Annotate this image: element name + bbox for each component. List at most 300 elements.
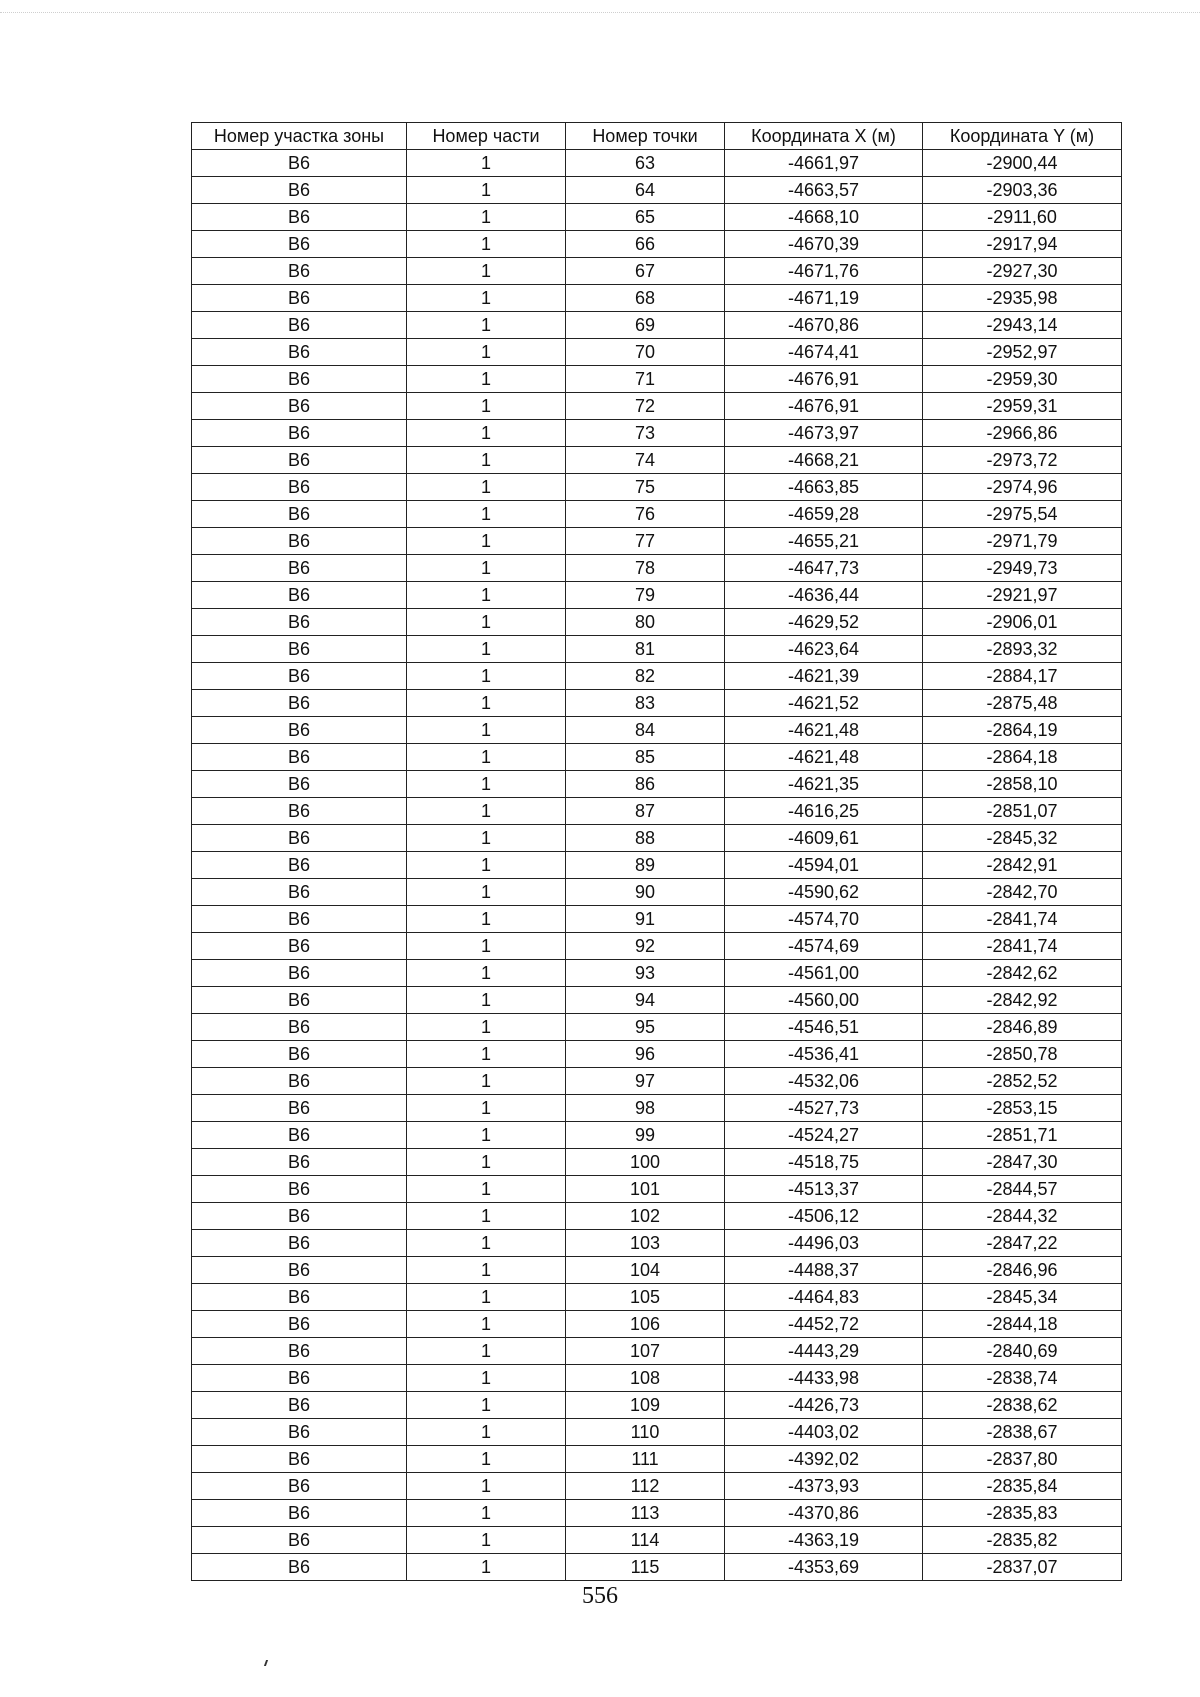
cell-zone-section: В6 bbox=[192, 555, 407, 582]
table-row bbox=[192, 1500, 1122, 1527]
table-row bbox=[192, 312, 1122, 339]
cell-coordinate-x: -4655,21 bbox=[725, 528, 923, 555]
cell-part-number: 1 bbox=[407, 1473, 566, 1500]
cell-part-number: 1 bbox=[407, 1284, 566, 1311]
cell-part-number: 1 bbox=[407, 285, 566, 312]
cell-zone-section: В6 bbox=[192, 1068, 407, 1095]
cell-zone-section: В6 bbox=[192, 663, 407, 690]
cell-coordinate-x: -4363,19 bbox=[725, 1527, 923, 1554]
cell-coordinate-x: -4561,00 bbox=[725, 960, 923, 987]
cell-coordinate-x: -4676,91 bbox=[725, 393, 923, 420]
table-row bbox=[192, 582, 1122, 609]
cell-point-number: 66 bbox=[566, 231, 725, 258]
header-coordinate-y: Координата Y (м) bbox=[923, 123, 1122, 150]
cell-coordinate-x: -4546,51 bbox=[725, 1014, 923, 1041]
cell-part-number: 1 bbox=[407, 1527, 566, 1554]
table-row bbox=[192, 150, 1122, 177]
cell-coordinate-x: -4621,35 bbox=[725, 771, 923, 798]
cell-coordinate-x: -4536,41 bbox=[725, 1041, 923, 1068]
cell-zone-section: В6 bbox=[192, 1365, 407, 1392]
cell-coordinate-y: -2921,97 bbox=[923, 582, 1122, 609]
cell-point-number: 80 bbox=[566, 609, 725, 636]
cell-point-number: 108 bbox=[566, 1365, 725, 1392]
cell-point-number: 77 bbox=[566, 528, 725, 555]
cell-part-number: 1 bbox=[407, 1419, 566, 1446]
cell-zone-section: В6 bbox=[192, 1284, 407, 1311]
cell-coordinate-y: -2959,31 bbox=[923, 393, 1122, 420]
cell-part-number: 1 bbox=[407, 366, 566, 393]
table-header-row bbox=[192, 123, 1122, 150]
cell-zone-section: В6 bbox=[192, 1473, 407, 1500]
cell-point-number: 76 bbox=[566, 501, 725, 528]
cell-coordinate-y: -2852,52 bbox=[923, 1068, 1122, 1095]
cell-coordinate-x: -4373,93 bbox=[725, 1473, 923, 1500]
cell-coordinate-x: -4623,64 bbox=[725, 636, 923, 663]
table-body bbox=[192, 150, 1122, 1581]
cell-coordinate-x: -4452,72 bbox=[725, 1311, 923, 1338]
table-row bbox=[192, 1014, 1122, 1041]
cell-coordinate-y: -2900,44 bbox=[923, 150, 1122, 177]
cell-part-number: 1 bbox=[407, 312, 566, 339]
table-row bbox=[192, 1122, 1122, 1149]
table-row bbox=[192, 1203, 1122, 1230]
cell-zone-section: В6 bbox=[192, 150, 407, 177]
cell-zone-section: В6 bbox=[192, 906, 407, 933]
cell-point-number: 112 bbox=[566, 1473, 725, 1500]
cell-zone-section: В6 bbox=[192, 1257, 407, 1284]
cell-point-number: 82 bbox=[566, 663, 725, 690]
cell-zone-section: В6 bbox=[192, 474, 407, 501]
cell-zone-section: В6 bbox=[192, 852, 407, 879]
cell-zone-section: В6 bbox=[192, 798, 407, 825]
cell-coordinate-y: -2911,60 bbox=[923, 204, 1122, 231]
cell-part-number: 1 bbox=[407, 528, 566, 555]
cell-part-number: 1 bbox=[407, 852, 566, 879]
table-row bbox=[192, 906, 1122, 933]
cell-part-number: 1 bbox=[407, 1365, 566, 1392]
coordinates-table bbox=[191, 122, 1122, 1581]
cell-zone-section: В6 bbox=[192, 609, 407, 636]
cell-coordinate-x: -4560,00 bbox=[725, 987, 923, 1014]
cell-coordinate-y: -2943,14 bbox=[923, 312, 1122, 339]
cell-coordinate-y: -2949,73 bbox=[923, 555, 1122, 582]
cell-coordinate-y: -2959,30 bbox=[923, 366, 1122, 393]
cell-coordinate-y: -2858,10 bbox=[923, 771, 1122, 798]
cell-coordinate-y: -2844,57 bbox=[923, 1176, 1122, 1203]
cell-coordinate-x: -4668,10 bbox=[725, 204, 923, 231]
table-row bbox=[192, 339, 1122, 366]
cell-zone-section: В6 bbox=[192, 690, 407, 717]
cell-coordinate-y: -2851,71 bbox=[923, 1122, 1122, 1149]
cell-point-number: 79 bbox=[566, 582, 725, 609]
cell-coordinate-x: -4433,98 bbox=[725, 1365, 923, 1392]
cell-part-number: 1 bbox=[407, 717, 566, 744]
cell-zone-section: В6 bbox=[192, 771, 407, 798]
cell-point-number: 64 bbox=[566, 177, 725, 204]
table-row bbox=[192, 1257, 1122, 1284]
table-row bbox=[192, 987, 1122, 1014]
cell-part-number: 1 bbox=[407, 474, 566, 501]
cell-zone-section: В6 bbox=[192, 1554, 407, 1581]
table-row bbox=[192, 366, 1122, 393]
table-row bbox=[192, 1419, 1122, 1446]
cell-part-number: 1 bbox=[407, 1041, 566, 1068]
table-row bbox=[192, 1176, 1122, 1203]
table-row bbox=[192, 1338, 1122, 1365]
cell-coordinate-y: -2841,74 bbox=[923, 906, 1122, 933]
cell-part-number: 1 bbox=[407, 636, 566, 663]
cell-coordinate-y: -2903,36 bbox=[923, 177, 1122, 204]
cell-coordinate-x: -4609,61 bbox=[725, 825, 923, 852]
cell-point-number: 89 bbox=[566, 852, 725, 879]
cell-part-number: 1 bbox=[407, 1068, 566, 1095]
table-row bbox=[192, 528, 1122, 555]
table-row bbox=[192, 1365, 1122, 1392]
cell-coordinate-y: -2864,19 bbox=[923, 717, 1122, 744]
table-row bbox=[192, 1446, 1122, 1473]
cell-part-number: 1 bbox=[407, 555, 566, 582]
cell-point-number: 69 bbox=[566, 312, 725, 339]
cell-part-number: 1 bbox=[407, 1095, 566, 1122]
cell-coordinate-x: -4506,12 bbox=[725, 1203, 923, 1230]
table-row bbox=[192, 933, 1122, 960]
cell-coordinate-x: -4670,86 bbox=[725, 312, 923, 339]
cell-part-number: 1 bbox=[407, 1203, 566, 1230]
header-point-number: Номер точки bbox=[566, 123, 725, 150]
cell-coordinate-y: -2835,84 bbox=[923, 1473, 1122, 1500]
cell-coordinate-x: -4532,06 bbox=[725, 1068, 923, 1095]
cell-coordinate-x: -4353,69 bbox=[725, 1554, 923, 1581]
cell-part-number: 1 bbox=[407, 663, 566, 690]
cell-point-number: 100 bbox=[566, 1149, 725, 1176]
cell-point-number: 70 bbox=[566, 339, 725, 366]
cell-zone-section: В6 bbox=[192, 366, 407, 393]
cell-coordinate-x: -4671,19 bbox=[725, 285, 923, 312]
cell-coordinate-x: -4621,48 bbox=[725, 717, 923, 744]
cell-coordinate-y: -2846,89 bbox=[923, 1014, 1122, 1041]
table-row bbox=[192, 852, 1122, 879]
cell-part-number: 1 bbox=[407, 1311, 566, 1338]
table-row bbox=[192, 1041, 1122, 1068]
cell-point-number: 63 bbox=[566, 150, 725, 177]
cell-coordinate-y: -2842,70 bbox=[923, 879, 1122, 906]
cell-point-number: 85 bbox=[566, 744, 725, 771]
cell-coordinate-y: -2893,32 bbox=[923, 636, 1122, 663]
cell-point-number: 94 bbox=[566, 987, 725, 1014]
cell-point-number: 86 bbox=[566, 771, 725, 798]
cell-coordinate-y: -2853,15 bbox=[923, 1095, 1122, 1122]
cell-zone-section: В6 bbox=[192, 1500, 407, 1527]
cell-zone-section: В6 bbox=[192, 501, 407, 528]
cell-point-number: 87 bbox=[566, 798, 725, 825]
cell-point-number: 106 bbox=[566, 1311, 725, 1338]
cell-coordinate-y: -2844,32 bbox=[923, 1203, 1122, 1230]
table-row bbox=[192, 501, 1122, 528]
cell-zone-section: В6 bbox=[192, 258, 407, 285]
cell-part-number: 1 bbox=[407, 987, 566, 1014]
cell-point-number: 101 bbox=[566, 1176, 725, 1203]
cell-part-number: 1 bbox=[407, 339, 566, 366]
header-part-number: Номер части bbox=[407, 123, 566, 150]
cell-zone-section: В6 bbox=[192, 420, 407, 447]
table-row bbox=[192, 231, 1122, 258]
cell-point-number: 75 bbox=[566, 474, 725, 501]
cell-point-number: 109 bbox=[566, 1392, 725, 1419]
table-row bbox=[192, 420, 1122, 447]
cell-point-number: 99 bbox=[566, 1122, 725, 1149]
cell-zone-section: В6 bbox=[192, 1230, 407, 1257]
table-row bbox=[192, 1392, 1122, 1419]
cell-zone-section: В6 bbox=[192, 1014, 407, 1041]
cell-coordinate-x: -4629,52 bbox=[725, 609, 923, 636]
table-row bbox=[192, 1284, 1122, 1311]
cell-zone-section: В6 bbox=[192, 825, 407, 852]
table-row bbox=[192, 285, 1122, 312]
table-row bbox=[192, 798, 1122, 825]
cell-part-number: 1 bbox=[407, 1014, 566, 1041]
cell-part-number: 1 bbox=[407, 933, 566, 960]
cell-part-number: 1 bbox=[407, 1446, 566, 1473]
cell-zone-section: В6 bbox=[192, 1122, 407, 1149]
cell-part-number: 1 bbox=[407, 177, 566, 204]
cell-coordinate-y: -2845,34 bbox=[923, 1284, 1122, 1311]
table-row bbox=[192, 555, 1122, 582]
cell-coordinate-y: -2927,30 bbox=[923, 258, 1122, 285]
cell-part-number: 1 bbox=[407, 879, 566, 906]
cell-coordinate-x: -4513,37 bbox=[725, 1176, 923, 1203]
cell-coordinate-x: -4663,57 bbox=[725, 177, 923, 204]
cell-point-number: 72 bbox=[566, 393, 725, 420]
cell-coordinate-y: -2841,74 bbox=[923, 933, 1122, 960]
cell-zone-section: В6 bbox=[192, 879, 407, 906]
cell-coordinate-x: -4426,73 bbox=[725, 1392, 923, 1419]
cell-point-number: 81 bbox=[566, 636, 725, 663]
cell-coordinate-y: -2847,22 bbox=[923, 1230, 1122, 1257]
cell-coordinate-y: -2838,74 bbox=[923, 1365, 1122, 1392]
table-row bbox=[192, 1095, 1122, 1122]
cell-coordinate-x: -4621,39 bbox=[725, 663, 923, 690]
cell-coordinate-y: -2838,67 bbox=[923, 1419, 1122, 1446]
cell-part-number: 1 bbox=[407, 798, 566, 825]
cell-point-number: 110 bbox=[566, 1419, 725, 1446]
cell-point-number: 103 bbox=[566, 1230, 725, 1257]
cell-zone-section: В6 bbox=[192, 285, 407, 312]
cell-coordinate-x: -4594,01 bbox=[725, 852, 923, 879]
cell-coordinate-y: -2837,80 bbox=[923, 1446, 1122, 1473]
cell-point-number: 104 bbox=[566, 1257, 725, 1284]
table-row bbox=[192, 1149, 1122, 1176]
cell-part-number: 1 bbox=[407, 150, 566, 177]
cell-zone-section: В6 bbox=[192, 636, 407, 663]
page-number: 556 bbox=[582, 1583, 618, 1609]
header-coordinate-x: Координата X (м) bbox=[725, 123, 923, 150]
cell-coordinate-x: -4621,52 bbox=[725, 690, 923, 717]
cell-coordinate-x: -4496,03 bbox=[725, 1230, 923, 1257]
cell-coordinate-x: -4370,86 bbox=[725, 1500, 923, 1527]
table-row bbox=[192, 1230, 1122, 1257]
cell-coordinate-x: -4590,62 bbox=[725, 879, 923, 906]
cell-point-number: 65 bbox=[566, 204, 725, 231]
cell-coordinate-y: -2851,07 bbox=[923, 798, 1122, 825]
cell-point-number: 74 bbox=[566, 447, 725, 474]
cell-coordinate-x: -4527,73 bbox=[725, 1095, 923, 1122]
cell-coordinate-y: -2835,83 bbox=[923, 1500, 1122, 1527]
table-row bbox=[192, 744, 1122, 771]
cell-point-number: 107 bbox=[566, 1338, 725, 1365]
table-row bbox=[192, 1068, 1122, 1095]
cell-part-number: 1 bbox=[407, 1176, 566, 1203]
cell-coordinate-x: -4464,83 bbox=[725, 1284, 923, 1311]
cell-coordinate-y: -2842,92 bbox=[923, 987, 1122, 1014]
header-zone-section: Номер участка зоны bbox=[192, 123, 407, 150]
cell-coordinate-y: -2974,96 bbox=[923, 474, 1122, 501]
cell-coordinate-x: -4524,27 bbox=[725, 1122, 923, 1149]
cell-part-number: 1 bbox=[407, 447, 566, 474]
cell-coordinate-x: -4443,29 bbox=[725, 1338, 923, 1365]
cell-part-number: 1 bbox=[407, 825, 566, 852]
cell-part-number: 1 bbox=[407, 258, 566, 285]
cell-coordinate-y: -2842,91 bbox=[923, 852, 1122, 879]
cell-coordinate-y: -2906,01 bbox=[923, 609, 1122, 636]
cell-zone-section: В6 bbox=[192, 447, 407, 474]
cell-point-number: 71 bbox=[566, 366, 725, 393]
cell-zone-section: В6 bbox=[192, 960, 407, 987]
table-row bbox=[192, 258, 1122, 285]
cell-coordinate-y: -2971,79 bbox=[923, 528, 1122, 555]
cell-zone-section: В6 bbox=[192, 1203, 407, 1230]
cell-zone-section: В6 bbox=[192, 177, 407, 204]
table-row bbox=[192, 636, 1122, 663]
cell-zone-section: В6 bbox=[192, 1095, 407, 1122]
cell-zone-section: В6 bbox=[192, 393, 407, 420]
cell-point-number: 84 bbox=[566, 717, 725, 744]
cell-coordinate-x: -4574,69 bbox=[725, 933, 923, 960]
cell-zone-section: В6 bbox=[192, 312, 407, 339]
cell-coordinate-x: -4661,97 bbox=[725, 150, 923, 177]
cell-coordinate-x: -4671,76 bbox=[725, 258, 923, 285]
cell-part-number: 1 bbox=[407, 690, 566, 717]
cell-point-number: 114 bbox=[566, 1527, 725, 1554]
cell-coordinate-y: -2845,32 bbox=[923, 825, 1122, 852]
cell-zone-section: В6 bbox=[192, 1176, 407, 1203]
cell-part-number: 1 bbox=[407, 1338, 566, 1365]
cell-point-number: 88 bbox=[566, 825, 725, 852]
cell-zone-section: В6 bbox=[192, 582, 407, 609]
cell-point-number: 78 bbox=[566, 555, 725, 582]
table-row bbox=[192, 663, 1122, 690]
cell-zone-section: В6 bbox=[192, 987, 407, 1014]
cell-coordinate-y: -2884,17 bbox=[923, 663, 1122, 690]
cell-zone-section: В6 bbox=[192, 1041, 407, 1068]
cell-zone-section: В6 bbox=[192, 1527, 407, 1554]
cell-coordinate-y: -2966,86 bbox=[923, 420, 1122, 447]
table-row bbox=[192, 690, 1122, 717]
cell-part-number: 1 bbox=[407, 1554, 566, 1581]
cell-point-number: 98 bbox=[566, 1095, 725, 1122]
table-row bbox=[192, 717, 1122, 744]
cell-coordinate-y: -2844,18 bbox=[923, 1311, 1122, 1338]
cell-zone-section: В6 bbox=[192, 204, 407, 231]
cell-coordinate-y: -2975,54 bbox=[923, 501, 1122, 528]
cell-zone-section: В6 bbox=[192, 1338, 407, 1365]
cell-zone-section: В6 bbox=[192, 1419, 407, 1446]
cell-zone-section: В6 bbox=[192, 933, 407, 960]
cell-point-number: 83 bbox=[566, 690, 725, 717]
cell-part-number: 1 bbox=[407, 393, 566, 420]
cell-coordinate-y: -2875,48 bbox=[923, 690, 1122, 717]
cell-coordinate-y: -2952,97 bbox=[923, 339, 1122, 366]
cell-coordinate-x: -4636,44 bbox=[725, 582, 923, 609]
cell-coordinate-y: -2864,18 bbox=[923, 744, 1122, 771]
cell-part-number: 1 bbox=[407, 1230, 566, 1257]
cell-coordinate-x: -4674,41 bbox=[725, 339, 923, 366]
cell-coordinate-y: -2835,82 bbox=[923, 1527, 1122, 1554]
cell-point-number: 111 bbox=[566, 1446, 725, 1473]
cell-part-number: 1 bbox=[407, 1257, 566, 1284]
cell-coordinate-x: -4659,28 bbox=[725, 501, 923, 528]
cell-part-number: 1 bbox=[407, 420, 566, 447]
cell-point-number: 96 bbox=[566, 1041, 725, 1068]
cell-point-number: 92 bbox=[566, 933, 725, 960]
cell-coordinate-y: -2840,69 bbox=[923, 1338, 1122, 1365]
cell-part-number: 1 bbox=[407, 771, 566, 798]
cell-coordinate-x: -4668,21 bbox=[725, 447, 923, 474]
table-row bbox=[192, 825, 1122, 852]
table-row bbox=[192, 879, 1122, 906]
table-row bbox=[192, 960, 1122, 987]
table-row bbox=[192, 1473, 1122, 1500]
cell-zone-section: В6 bbox=[192, 1392, 407, 1419]
cell-zone-section: В6 bbox=[192, 1311, 407, 1338]
cell-point-number: 115 bbox=[566, 1554, 725, 1581]
cell-coordinate-y: -2850,78 bbox=[923, 1041, 1122, 1068]
cell-coordinate-x: -4616,25 bbox=[725, 798, 923, 825]
cell-part-number: 1 bbox=[407, 582, 566, 609]
cell-coordinate-y: -2842,62 bbox=[923, 960, 1122, 987]
scan-artifact-line bbox=[0, 12, 1200, 14]
table-row bbox=[192, 1311, 1122, 1338]
cell-part-number: 1 bbox=[407, 1122, 566, 1149]
cell-coordinate-y: -2973,72 bbox=[923, 447, 1122, 474]
table-row bbox=[192, 1527, 1122, 1554]
cell-zone-section: В6 bbox=[192, 528, 407, 555]
cell-coordinate-y: -2935,98 bbox=[923, 285, 1122, 312]
stray-ink-mark bbox=[264, 1660, 268, 1666]
cell-part-number: 1 bbox=[407, 1149, 566, 1176]
cell-part-number: 1 bbox=[407, 609, 566, 636]
cell-zone-section: В6 bbox=[192, 231, 407, 258]
table-row bbox=[192, 609, 1122, 636]
table-row bbox=[192, 393, 1122, 420]
cell-part-number: 1 bbox=[407, 204, 566, 231]
cell-coordinate-y: -2838,62 bbox=[923, 1392, 1122, 1419]
cell-coordinate-y: -2917,94 bbox=[923, 231, 1122, 258]
cell-coordinate-x: -4676,91 bbox=[725, 366, 923, 393]
cell-coordinate-x: -4673,97 bbox=[725, 420, 923, 447]
cell-coordinate-x: -4647,73 bbox=[725, 555, 923, 582]
table-row bbox=[192, 204, 1122, 231]
cell-point-number: 113 bbox=[566, 1500, 725, 1527]
cell-part-number: 1 bbox=[407, 960, 566, 987]
table-row bbox=[192, 447, 1122, 474]
cell-point-number: 93 bbox=[566, 960, 725, 987]
cell-zone-section: В6 bbox=[192, 744, 407, 771]
cell-zone-section: В6 bbox=[192, 339, 407, 366]
cell-coordinate-x: -4518,75 bbox=[725, 1149, 923, 1176]
cell-coordinate-x: -4574,70 bbox=[725, 906, 923, 933]
cell-coordinate-x: -4663,85 bbox=[725, 474, 923, 501]
cell-part-number: 1 bbox=[407, 744, 566, 771]
